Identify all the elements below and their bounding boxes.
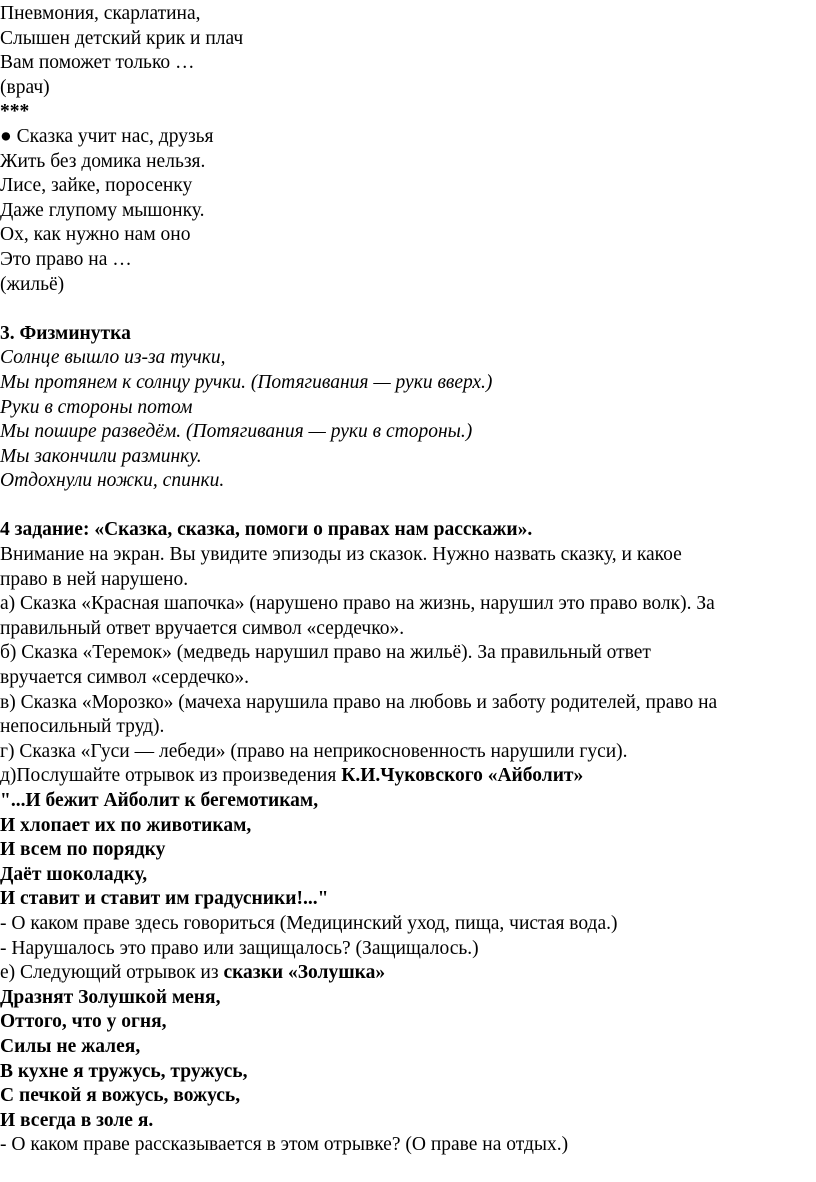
item-e-text: е) Следующий отрывок из xyxy=(0,962,224,984)
riddle-home xyxy=(0,125,816,297)
quote-line: Дразнят Золушкой меня, xyxy=(0,986,221,1008)
spacer xyxy=(0,297,816,322)
list-item-line: непосильный труд). xyxy=(0,716,165,738)
poem-line: Руки в стороны потом xyxy=(0,396,193,418)
poem-line: Солнце вышло из-за тучки, xyxy=(0,347,226,369)
quote-line: Оттого, что у огня, xyxy=(0,1011,167,1033)
quote-line: Силы не жалея, xyxy=(0,1035,141,1057)
quote-line: Даёт шоколадку, xyxy=(0,863,148,885)
question-line: - О каком праве рассказывается в этом отрывке? (О праве на отдых.) xyxy=(0,1134,569,1156)
quote-line: И хлопает их по животикам, xyxy=(0,814,252,836)
paragraph-line: право в ней нарушено. xyxy=(0,568,189,590)
riddle-line: Это право на … xyxy=(0,248,132,270)
question-line: - О каком праве здесь говориться (Медицинский уход, пища, чистая вода.) xyxy=(0,912,618,934)
poem-line: Мы закончили разминку. xyxy=(0,445,202,467)
riddle-line: Вам поможет только … xyxy=(0,52,195,74)
list-item-line: правильный ответ вручается символ «сердечко». xyxy=(0,617,405,639)
list-item-line: в) Сказка «Морозко» (мачеха нарушила право на любовь и заботу родителей, право на xyxy=(0,691,718,713)
riddle-answer: (жильё) xyxy=(0,273,65,295)
item-d-source: К.И.Чуковского «Айболит» xyxy=(341,765,584,787)
task4-section xyxy=(0,518,816,1157)
riddle-line: Пневмония, скарлатина, xyxy=(0,3,201,24)
riddle-line: Лисе, зайке, поросенку xyxy=(0,175,193,197)
quote-line: В кухне я тружусь, тружусь, xyxy=(0,1060,248,1082)
list-item-e xyxy=(0,961,816,986)
riddle-line: Слышен детский крик и плач xyxy=(0,27,244,49)
quote-line: "...И бежит Айболит к бегемотикам, xyxy=(0,790,319,811)
poem-line: Мы пошире разведём. (Потягивания — руки в стороны.) xyxy=(0,421,473,443)
poem-line: Мы протянем к солнцу ручки. (Потягивания — руки вверх.) xyxy=(0,371,493,393)
quote-line: И ставит и ставит им градусники!..." xyxy=(0,888,329,910)
section-heading: 3. Физминутка xyxy=(0,322,131,344)
fizminutka-section xyxy=(0,322,816,494)
riddle-line: Даже глупому мышонку. xyxy=(0,199,205,221)
riddle-answer: (врач) xyxy=(0,76,50,98)
quote-line: С печкой я вожусь, вожусь, xyxy=(0,1085,241,1107)
paragraph-line: Внимание на экран. Вы увидите эпизоды из сказок. Нужно назвать сказку, и какое xyxy=(0,544,682,566)
list-item-line: б) Сказка «Теремок» (медведь нарушил право на жильё). За правильный ответ xyxy=(0,642,651,664)
spacer xyxy=(0,494,816,519)
quote-line: И всем по порядку xyxy=(0,839,166,861)
list-item-line: вручается символ «сердечко». xyxy=(0,667,249,689)
question-line: - Нарушалось это право или защищалось? (Защищалось.) xyxy=(0,937,479,959)
poem-line: Отдохнули ножки, спинки. xyxy=(0,470,225,492)
list-item-line: а) Сказка «Красная шапочка» (нарушено право на жизнь, нарушил это право волк). За xyxy=(0,593,715,615)
list-item-d xyxy=(0,764,816,789)
riddle-line: ● Сказка учит нас, друзья xyxy=(0,125,214,147)
item-d-text: д)Послушайте отрывок из произведения xyxy=(0,765,342,787)
riddle-doctor xyxy=(0,2,816,125)
riddle-line: Ох, как нужно нам оно xyxy=(0,224,191,246)
riddle-line: Жить без домика нельзя. xyxy=(0,150,206,172)
quote-line: И всегда в золе я. xyxy=(0,1109,154,1131)
item-e-source: сказки «Золушка» xyxy=(223,962,386,984)
section-separator: *** xyxy=(0,101,30,123)
list-item-line: г) Сказка «Гуси — лебеди» (право на неприкосновенность нарушили гуси). xyxy=(0,740,628,762)
section-heading: 4 задание: «Сказка, сказка, помоги о правах нам расскажи». xyxy=(0,519,533,541)
